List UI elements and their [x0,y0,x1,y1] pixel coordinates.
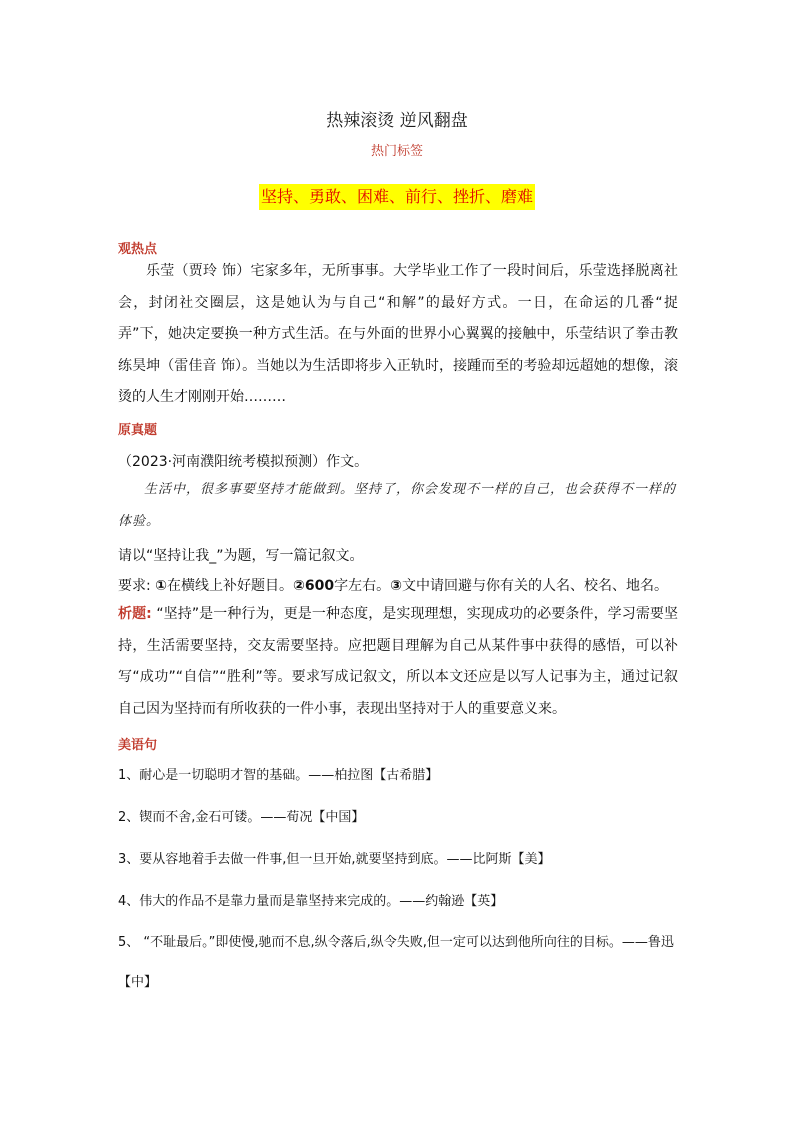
quote-item: 3、要从容地着手去做一件事,但一旦开始,就要坚持到底。——比阿斯【美】 [118,852,551,867]
analysis-paragraph [118,599,678,725]
exam-source: （2023·河南濮阳统考模拟预测）作文。 [118,454,369,470]
exam-requirements [118,575,668,595]
exam-prompt: 生活中，很多事要坚持才能做到。坚持了，你会发现不一样的自己，也会获得不一样的体验。 [118,482,677,529]
requirement-1-number: ① [155,578,168,594]
hot-tags: 坚持、勇敢、困难、前行、挫折、磨难 [259,184,535,210]
section-heading-exam: 原真题 [118,423,158,438]
requirement-3-text: 文中请回避与你有关的人名、校名、地名。 [401,578,668,594]
section-heading-viewpoint: 观热点 [118,242,158,257]
requirement-2-text: 字左右。 [334,578,391,594]
analysis-text: “坚持”是一种行为，更是一种态度，是实现理想，实现成功的必要条件，学习需要坚持，生活需要坚持，交友需要坚持。应把题目理解为自己从某件事中获得的感悟，可以补写“成功”“自信”“胜利”等。要求写成记叙文，所以本文还应是以写人记事为主，通过记叙自己因为坚持而有所收获的一件小事，表现出坚持对于人的重要意义来。 [118,606,678,717]
tags-banner [0,184,794,210]
quote-item: 1、耐心是一切聪明才智的基础。——柏拉图【古希腊】 [118,768,439,783]
exam-task: 请以“坚持让我_”为题，写一篇记叙文。 [118,548,364,564]
quote-item: 4、伟大的作品不是靠力量而是靠坚持来完成的。——约翰逊【英】 [118,894,504,909]
viewpoint-paragraph: 乐莹（贾玲 饰）宅家多年，无所事事。大学毕业工作了一段时间后，乐莹选择脱离社会，封闭社交圈层，这是她认为与自己“和解”的最好方式。一日，在命运的几番“捉弄”下，她决定要换一种方式生活。在与外面的世界小心翼翼的接触中，乐莹结识了拳击教练昊坤（雷佳音 饰）。当她以为生活即将步入正轨时，接踵而至的考验却远超她的想像，滚烫的人生才刚刚开始……… [118,263,678,405]
page-subtitle: 热门标签 [370,144,423,159]
page-title: 热辣滚烫 逆风翻盘 [326,111,468,131]
section-heading-quotes: 美语句 [118,738,158,753]
quote-item: 5、 “不耻最后。”即使慢,驰而不息,纵令落后,纵令失败,但一定可以达到他所向往的目标。——鲁迅【中】 [118,935,674,990]
requirement-3-number: ③ [390,578,402,594]
requirement-1-text: 在横线上补好题目。 [167,578,294,594]
requirement-2-number: ②600 [293,578,335,594]
requirements-label: 要求: [118,578,151,594]
quote-item: 2、锲而不舍,金石可镂。——荀况【中国】 [118,810,365,825]
analysis-label: 析题: [118,606,152,622]
